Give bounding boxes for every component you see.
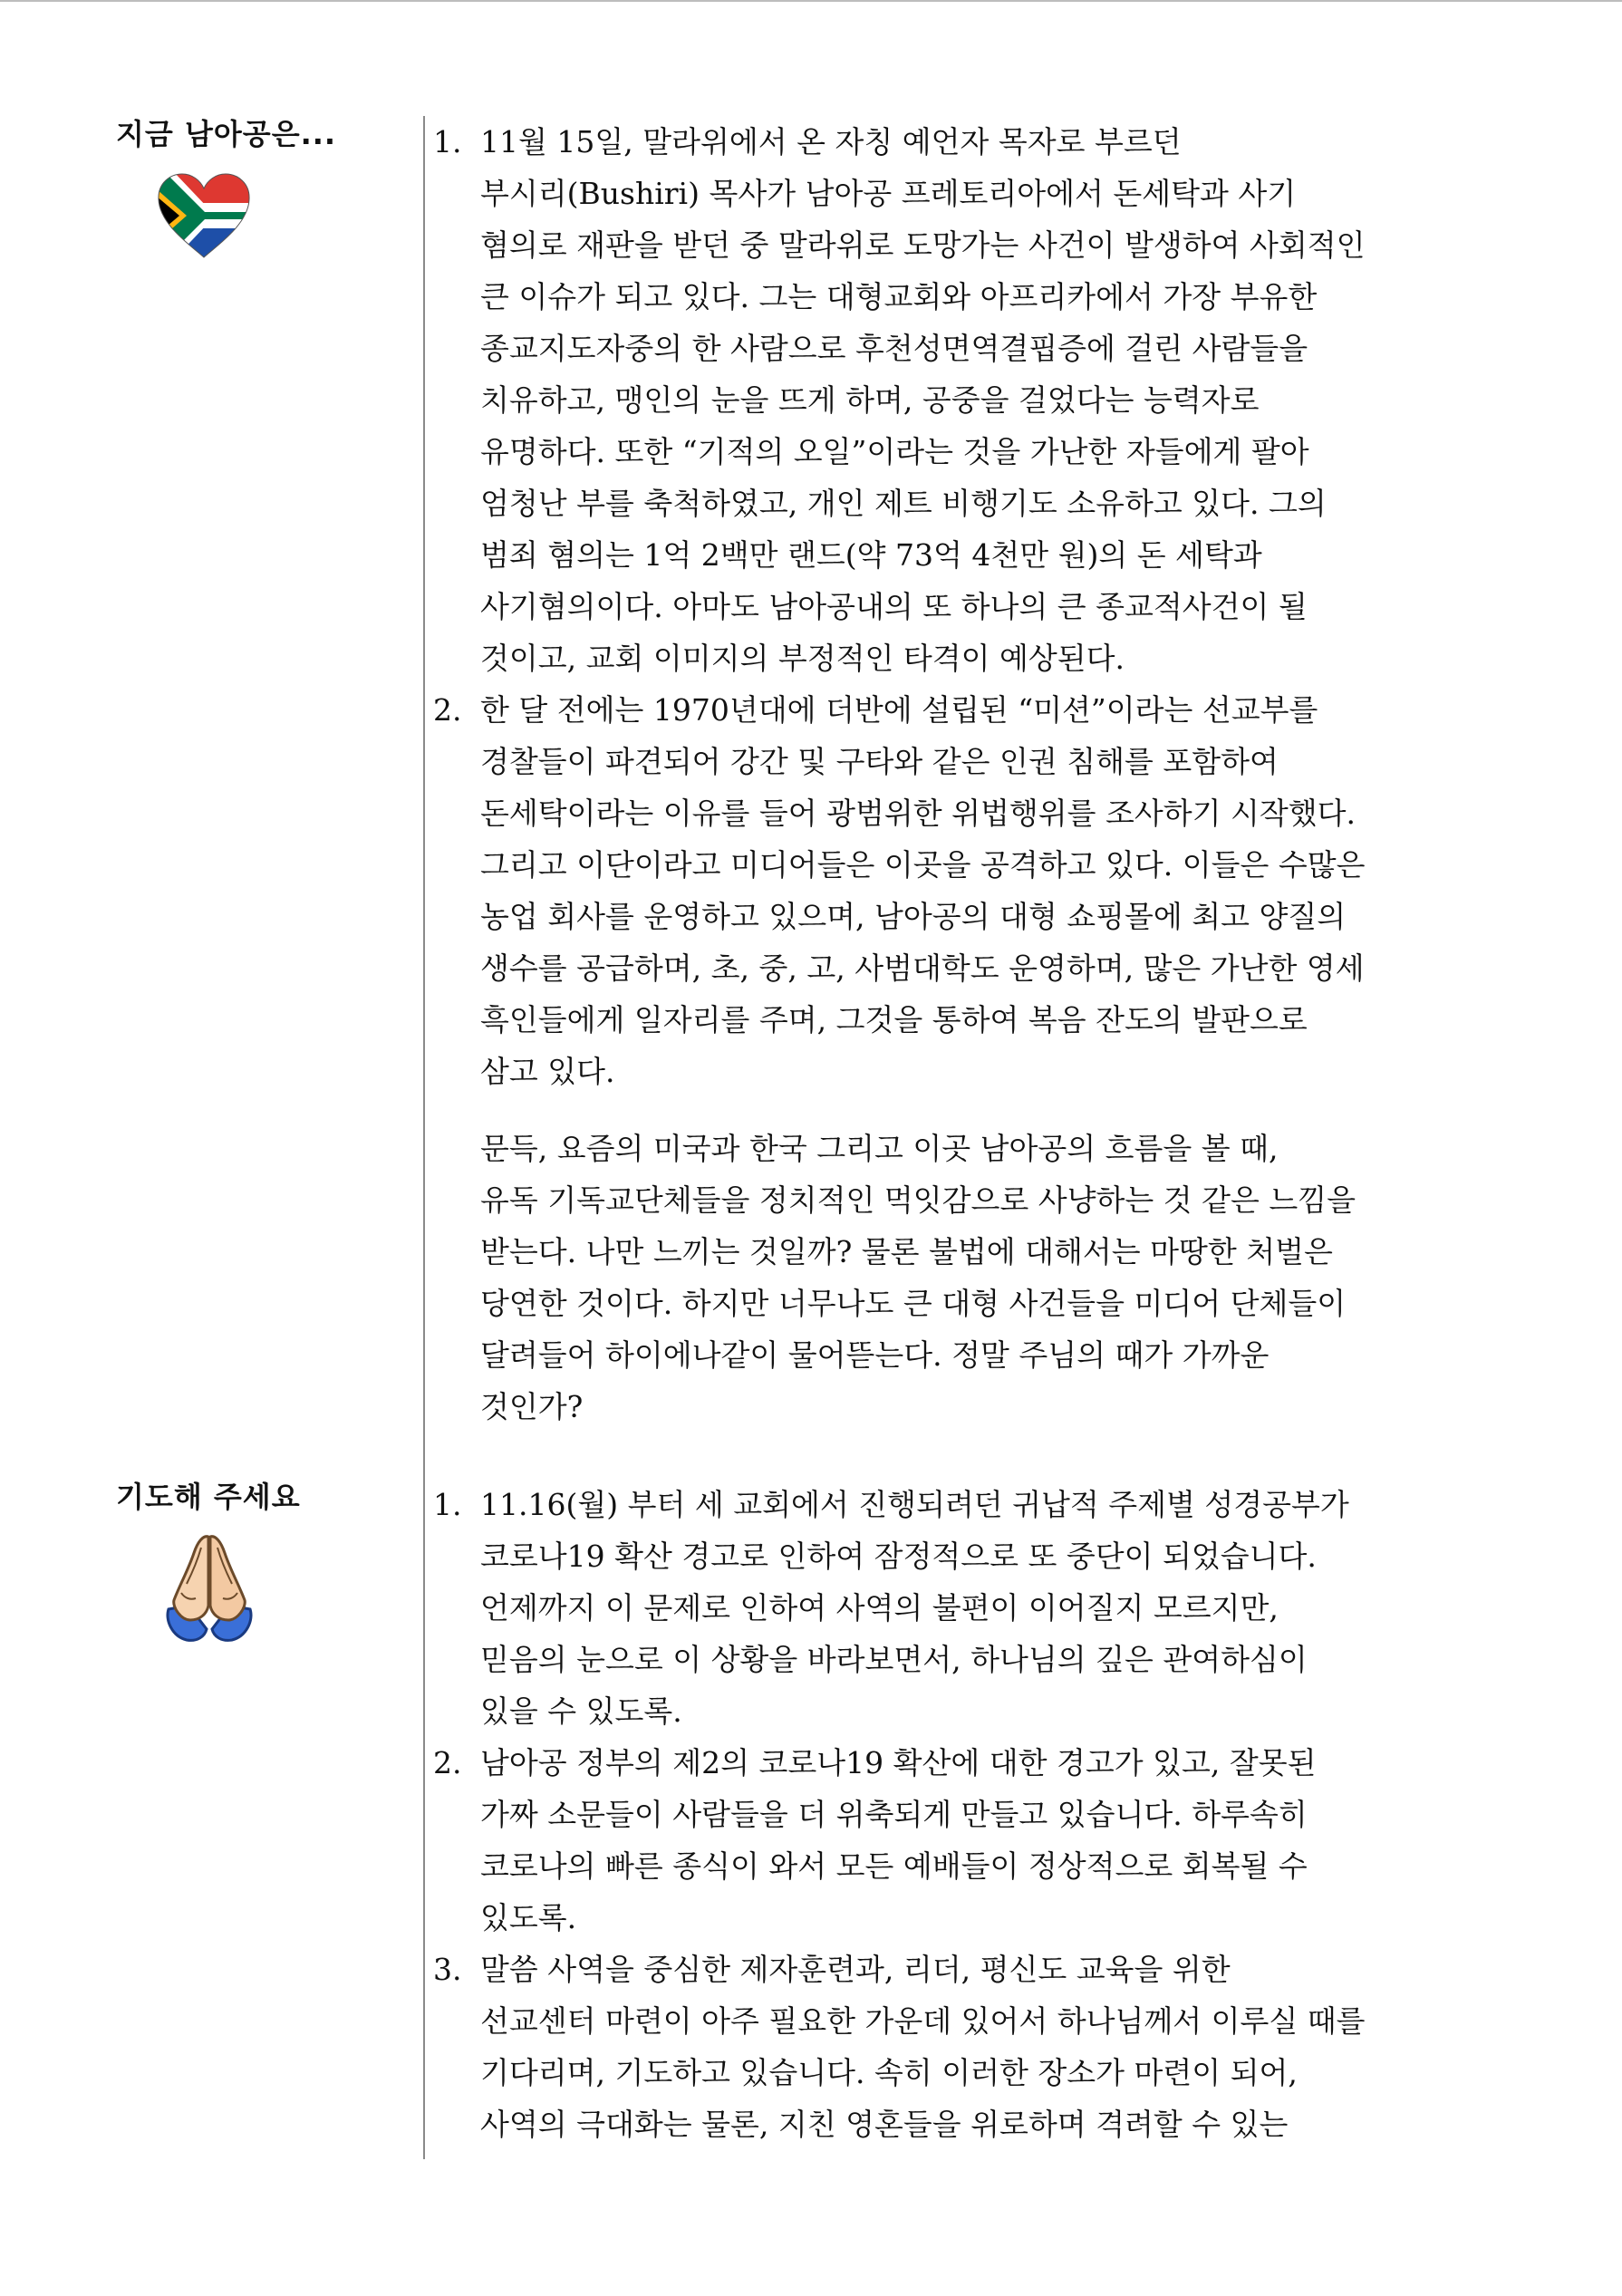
text-line: 남아공 정부의 제2의 코로나19 확산에 대한 경고가 있고, 잘못된 [480,1745,1317,1780]
text-line: 큰 이슈가 되고 있다. 그는 대형교회와 아프리카에서 가장 부유한 [480,279,1318,314]
text-line: 당연한 것이다. 하지만 너무나도 큰 대형 사건들을 미디어 단체들이 [480,1286,1347,1321]
item-number: 3. [433,1952,462,1987]
text-line: 선교센터 마련이 아주 필요한 가운데 있어서 하나님께서 이루실 때를 [480,2003,1366,2039]
text-line: 사기혐의이다. 아마도 남아공내의 또 하나의 큰 종교적사건이 될 [480,589,1308,624]
text-line: 그리고 이단이라고 미디어들은 이곳을 공격하고 있다. 이들은 수많은 [480,847,1366,883]
text-line: 유독 기독교단체들을 정치적인 먹잇감으로 사냥하는 것 같은 느낌을 [480,1182,1356,1218]
text-line: 있도록. [480,1900,577,1935]
text-line: 한 달 전에는 1970년대에 더반에 설립된 “미션”이라는 선교부를 [480,692,1318,728]
text-line: 기다리며, 기도하고 있습니다. 속히 이러한 장소가 마련이 되어, [480,2055,1298,2090]
list-item [433,116,1611,684]
reflection-paragraph [480,1123,1611,1433]
item-number: 1. [433,1487,462,1522]
item-number: 2. [433,692,462,728]
text-line: 코로나의 빠른 종식이 와서 모든 예배들이 정상적으로 회복될 수 [480,1848,1308,1884]
text-line: 코로나19 확산 경고로 인하여 잠정적으로 또 중단이 되었습니다. [480,1539,1317,1574]
text-line: 치유하고, 맹인의 눈을 뜨게 하며, 공중을 걸었다는 능력자로 [480,382,1260,418]
text-line: 유명하다. 또한 “기적의 오일”이라는 것을 가난한 자들에게 팔아 [480,434,1309,469]
item-number: 2. [433,1745,462,1780]
text-line: 있을 수 있도록. [480,1693,682,1729]
text-line: 받는다. 나만 느끼는 것일까? 물론 불법에 대해서는 마땅한 처벌은 [480,1234,1333,1269]
text-line: 혐의로 재판을 받던 중 말라위로 도망가는 사건이 발생하여 사회적인 [480,227,1366,263]
list-item [433,1479,1611,1737]
text-line: 생수를 공급하며, 초, 중, 고, 사범대학도 운영하며, 많은 가난한 영세 [480,950,1365,986]
text-line: 돈세탁이라는 이유를 들어 광범위한 위법행위를 조사하기 시작했다. [480,796,1356,831]
list-item [433,1737,1611,1944]
top-divider [0,0,1622,2]
text-line: 엄청난 부를 축척하였고, 개인 제트 비행기도 소유하고 있다. 그의 [480,486,1327,521]
text-line: 농업 회사를 운영하고 있으며, 남아공의 대형 쇼핑몰에 최고 양질의 [480,899,1347,934]
section-title-now: 지금 남아공은... [116,117,337,151]
text-line: 사역의 극대화는 물론, 지친 영혼들을 위로하며 격려할 수 있는 [480,2107,1289,2142]
text-line: 달려들어 하이에나같이 물어뜯는다. 정말 주님의 때가 가까운 [480,1337,1270,1373]
text-line: 경찰들이 파견되어 강간 및 구타와 같은 인권 침해를 포함하여 [480,744,1279,779]
item-number: 1. [433,124,462,159]
praying-hands-icon [161,1529,257,1645]
south-africa-flag-heart-icon [156,172,252,259]
column-divider [423,116,425,2159]
text-line: 것이고, 교회 이미지의 부정적인 타격이 예상된다. [480,641,1125,676]
section-prayer-content [433,1479,1611,2150]
text-line: 언제까지 이 문제로 인하여 사역의 불편이 이어질지 모르지만, [480,1590,1279,1626]
text-line: 종교지도자중의 한 사람으로 후천성면역결핍증에 걸린 사람들을 [480,331,1308,366]
section-now-content [433,116,1611,1433]
text-line: 것인가? [480,1389,584,1424]
text-line: 믿음의 눈으로 이 상황을 바라보면서, 하나님의 깊은 관여하심이 [480,1642,1308,1677]
text-line: 범죄 혐의는 1억 2백만 랜드(약 73억 4천만 원)의 돈 세탁과 [480,537,1262,573]
list-item [433,1944,1611,2150]
text-line: 가짜 소문들이 사람들을 더 위축되게 만들고 있습니다. 하루속히 [480,1797,1308,1832]
text-line: 문득, 요즘의 미국과 한국 그리고 이곳 남아공의 흐름을 볼 때, [480,1131,1279,1166]
text-line: 삼고 있다. [480,1054,615,1089]
list-item [433,684,1611,1097]
text-line: 말씀 사역을 중심한 제자훈련과, 리더, 평신도 교육을 위한 [480,1952,1231,1987]
text-line: 11.16(월) 부터 세 교회에서 진행되려던 귀납적 주제별 성경공부가 [480,1487,1349,1522]
text-line: 부시리(Bushiri) 목사가 남아공 프레토리아에서 돈세탁과 사기 [480,176,1297,211]
section-title-prayer: 기도해 주세요 [116,1480,301,1514]
text-line: 흑인들에게 일자리를 주며, 그것을 통하여 복음 잔도의 발판으로 [480,1002,1308,1037]
text-line: 11월 15일, 말라위에서 온 자칭 예언자 목자로 부르던 [480,124,1182,159]
